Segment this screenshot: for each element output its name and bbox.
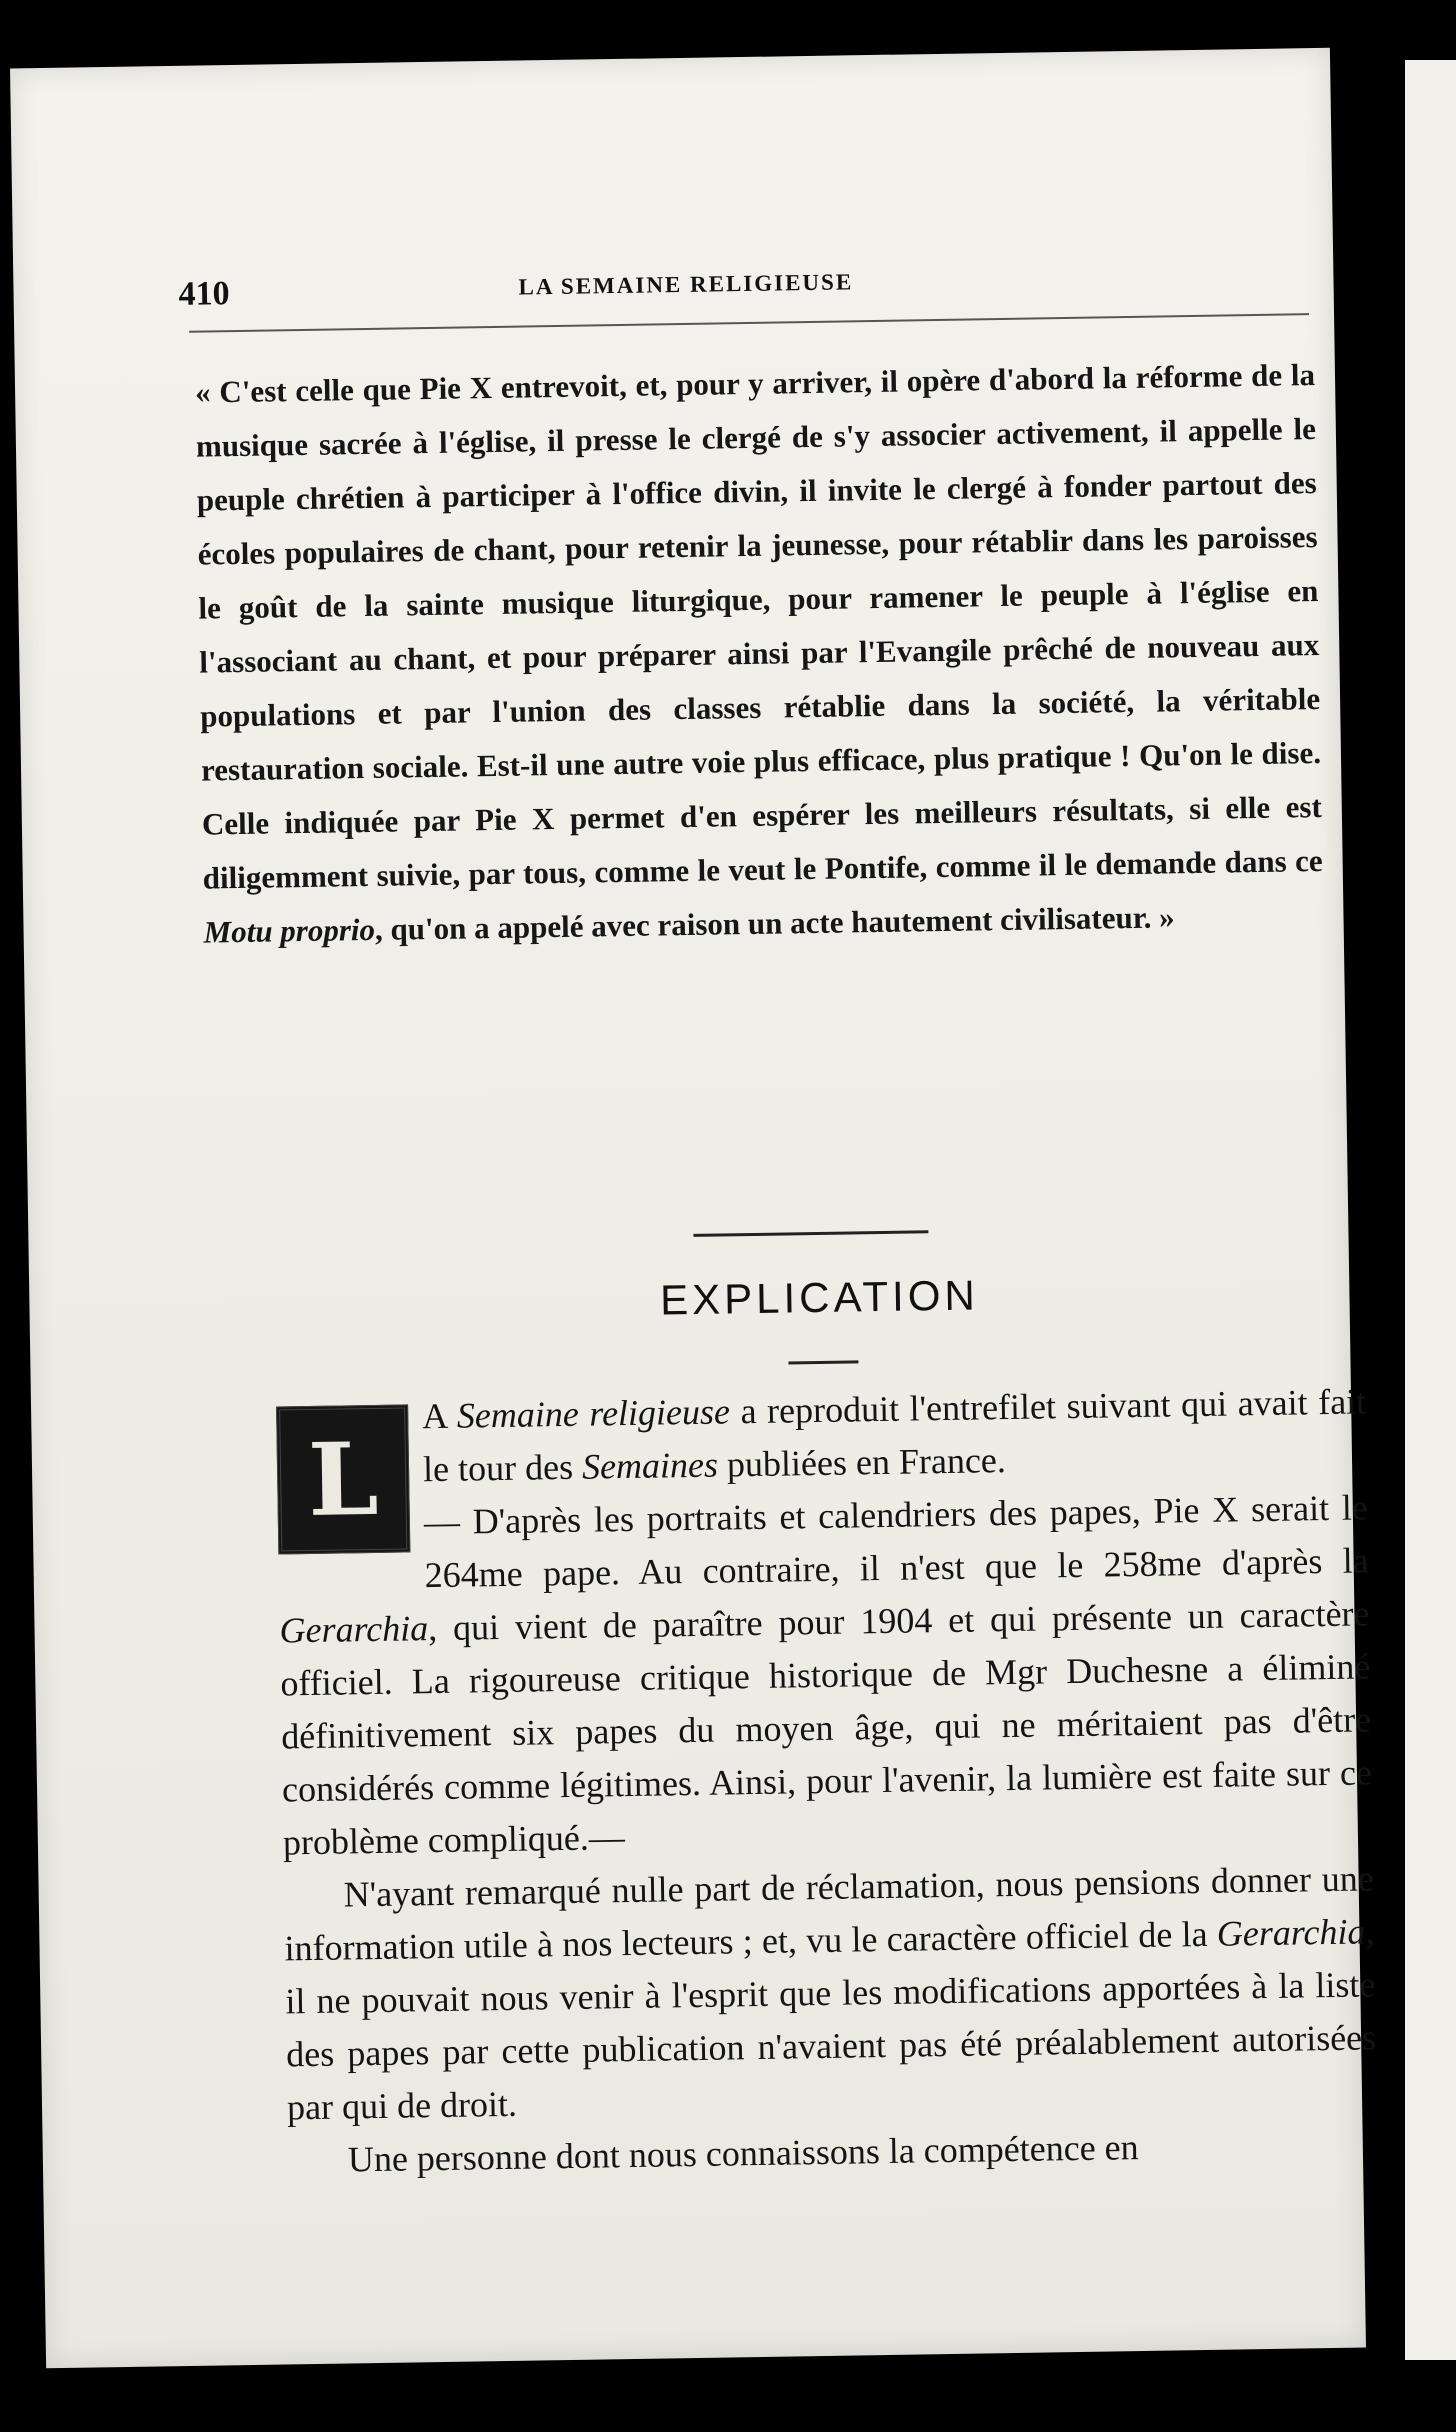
p3-end: , il ne pouvait nous venir à l'esprit que les modifications apportées à la liste des papes par cette publication n'avaient pas été préalablement autorisées par qui de droit. — [285, 1911, 1377, 2128]
paragraph-4: Une personne dont nous connaissons la compétence en — [347, 2127, 1139, 2180]
p3-start: N'ayant remarqué nulle part de réclamation, nous pensions donner une information utile à nos lecteurs ; et, vu le caractère officiel de la — [284, 1858, 1374, 1969]
page-header — [178, 248, 1309, 326]
p3-italic-gerarchia: Gerarchia — [1216, 1911, 1366, 1954]
article-body — [276, 1375, 1378, 2187]
quoted-passage — [195, 348, 1324, 960]
page-number: 410 — [178, 275, 230, 313]
p1-italic-semaines: Semaines — [581, 1444, 719, 1487]
p2-start: — D'après les portraits et calendriers des papes, Pie X serait le 264me pape. Au contraire, il n'est que le 258me d'après la — [423, 1487, 1369, 1596]
p1-lead: A — [421, 1395, 458, 1437]
running-title: LA SEMAINE RELIGIEUSE — [518, 269, 854, 300]
quote-italic-motu-proprio: Motu proprio — [203, 911, 376, 950]
p1-end: publiées en France. — [717, 1440, 1007, 1485]
drop-cap-letter: L — [307, 1419, 380, 1539]
quote-text-1: « C'est celle que Pie X entrevoit, et, pour y arriver, il opère d'abord la réforme de la musique sacrée à l'église, il presse le clergé de s'y associer activement, il appelle le peuple chrétien à participer à l'office divin, il invite le clergé à fonder partout des écoles populaires de chant, pour retenir la jeunesse, pour rétablir dans les paroisses le goût de la sainte musique liturgique, pour ramener le peuple à l'église en l'associant au chant, et pour préparer ainsi par l'Evangile prêché de nouveau aux populations et par l'union des classes rétablie dans la société, la véritable restauration sociale. Est-il une autre voie plus efficace, plus pratique ! Qu'on le dise. Celle indiquée par Pie X permet d'en espérer les meilleurs résultats, si elle est diligemment suivie, par tous, comme le veut le Pontife, comme il le demande dans ce — [194, 357, 1323, 896]
section-rule-top — [693, 1230, 928, 1237]
section-rule-bottom — [788, 1360, 858, 1364]
paragraph-1 — [276, 1375, 1368, 1498]
book-page — [10, 48, 1377, 2368]
p1-mid: a reproduit l'entrefilet suivant qui avait fait le tour des — [422, 1381, 1367, 1490]
p2-italic-gerarchia: Gerarchia — [279, 1608, 429, 1651]
quote-text-2: , qu'on a appelé avec raison un acte hautement civilisateur. » — [374, 899, 1175, 947]
p1-italic-semaine-religieuse: Semaine religieuse — [456, 1391, 731, 1436]
adjacent-page-edge — [1405, 60, 1456, 2360]
paragraph-2 — [278, 1481, 1374, 1869]
p2-end: , qui vient de paraître pour 1904 et qui présente un caractère officiel. La rigoureuse critique historique de Mgr Duchesne a éliminé définitivement six papes du moyen âge, qui ne méritaient pas d'être considérés comme légitimes. Ainsi, pour l'avenir, la lumière est faite sur ce problème compliqué.— — [280, 1593, 1373, 1863]
section-title: EXPLICATION — [659, 1271, 980, 1324]
paragraph-3 — [283, 1852, 1377, 2134]
drop-cap-ornament — [276, 1404, 410, 1554]
